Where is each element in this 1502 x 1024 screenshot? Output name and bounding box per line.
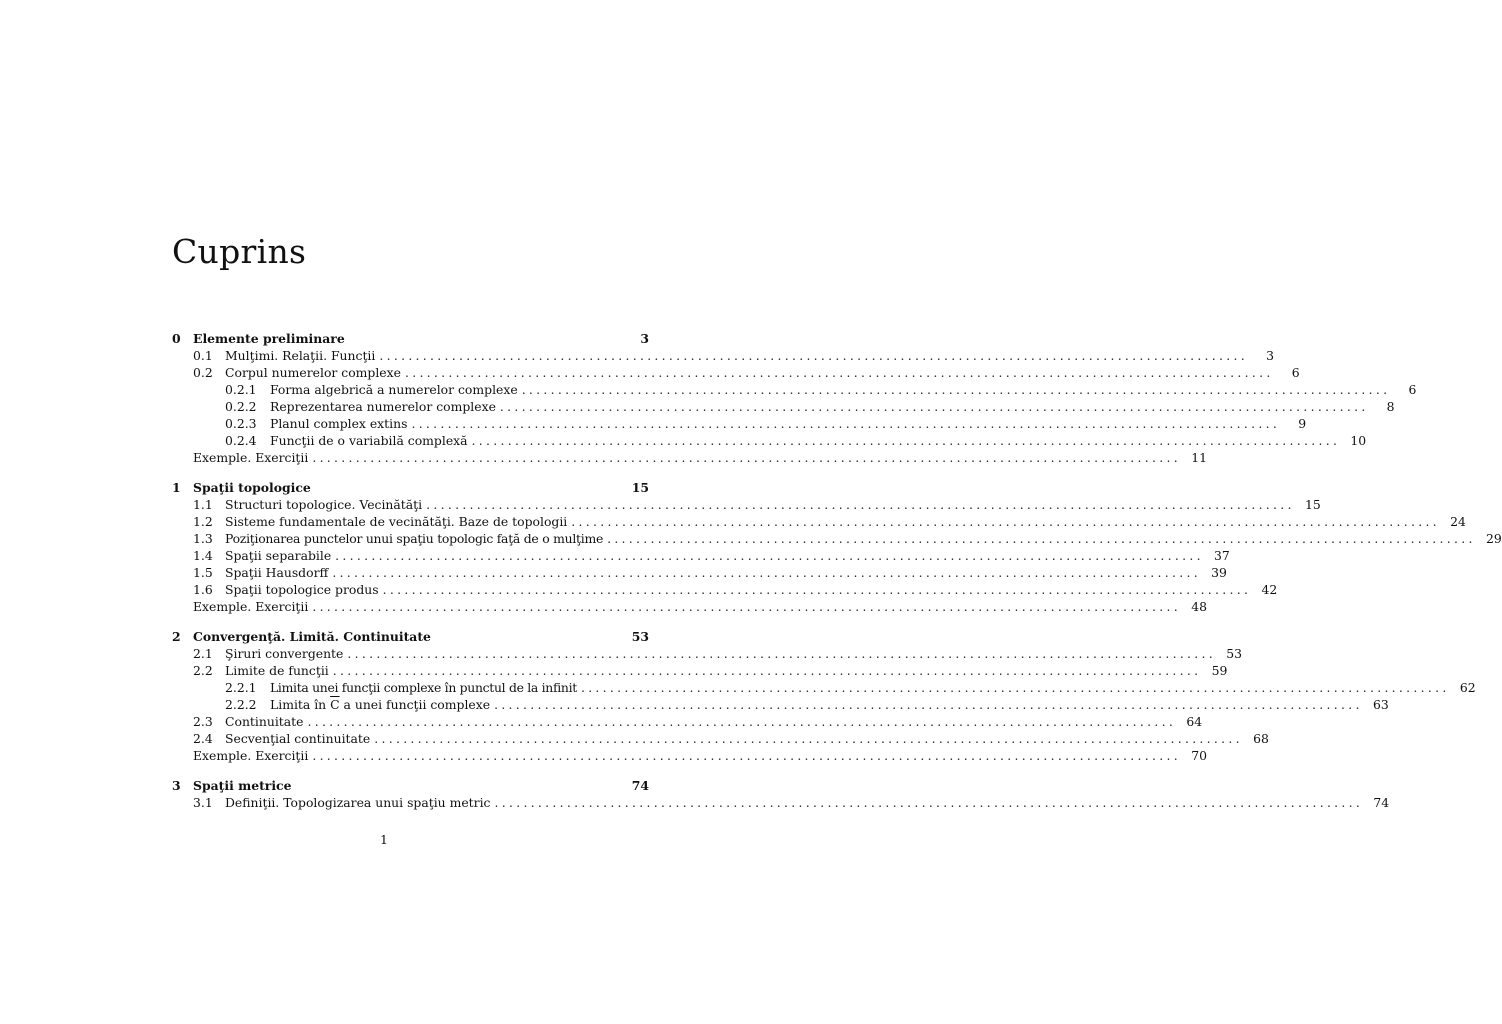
dot-leader: ........................................................................................................................ — [379, 348, 1248, 363]
section-number: 0.2 — [193, 365, 213, 380]
page-ref: 15 — [1304, 497, 1321, 512]
subsection-title-after: a unei funcţii complexe — [339, 697, 491, 712]
dot-leader: ........................................................................................................................ — [494, 795, 1364, 810]
toc-chapter-1 — [172, 479, 1502, 615]
chapter-number: 2 — [172, 629, 181, 644]
toc-chapter-heading[interactable] — [172, 330, 649, 347]
section-number: 2.1 — [193, 646, 213, 661]
subsection-title: Limita unei funcţii complexe în punctul de la infinit — [270, 680, 577, 695]
dot-leader: ........................................................................................................................ — [347, 646, 1217, 661]
toc-entry[interactable] — [172, 581, 1278, 598]
toc-entry[interactable] — [172, 662, 1228, 679]
subsection-title: Planul complex extins — [270, 416, 408, 431]
subsection-number: 2.2.2 — [225, 697, 257, 712]
page-ref: 53 — [631, 629, 649, 644]
dot-leader: ........................................................................................................................ — [382, 582, 1252, 597]
dot-leader: ........................................................................................................................ — [307, 714, 1177, 729]
toc-entry[interactable] — [172, 432, 1367, 449]
dot-leader: ........................................................................................................................ — [499, 399, 1369, 414]
page-ref: 68 — [1253, 731, 1269, 746]
dot-leader: ........................................................................................................................ — [571, 514, 1440, 529]
section-number: 2.4 — [193, 731, 213, 746]
section-number: 1.6 — [193, 582, 213, 597]
page-ref: 74 — [631, 778, 649, 793]
subsection-title: Funcţii de o variabilă complexă — [270, 433, 468, 448]
table-of-contents — [172, 330, 1502, 824]
page-ref: 15 — [631, 480, 649, 495]
dot-leader: ........................................................................................................................ — [332, 565, 1201, 580]
section-number: 2.3 — [193, 714, 213, 729]
toc-chapter-3 — [172, 777, 1390, 811]
toc-entry[interactable] — [172, 530, 1502, 547]
section-title: Mulţimi. Relaţii. Funcţii — [225, 348, 376, 363]
page-ref: 6 — [1408, 382, 1417, 397]
toc-entry[interactable] — [172, 496, 1321, 513]
subsection-title: Forma algebrică a numerelor complexe — [270, 382, 518, 397]
exercises-title: Exemple. Exerciţii — [193, 748, 309, 763]
page-ref: 10 — [1350, 433, 1367, 448]
toc-entry[interactable] — [172, 381, 1417, 398]
subsection-number: 2.2.1 — [225, 680, 257, 695]
toc-entry[interactable] — [172, 547, 1230, 564]
dot-leader: ........................................................................................................................ — [332, 663, 1202, 678]
dot-leader: ........................................................................................................................ — [312, 450, 1181, 465]
subsection-number: 0.2.2 — [225, 399, 257, 414]
toc-chapter-heading[interactable] — [172, 628, 649, 645]
page-number: 1 — [380, 832, 388, 847]
section-number: 3.1 — [193, 795, 213, 810]
page-ref: 70 — [1191, 748, 1207, 763]
section-title: Spaţii separabile — [225, 548, 332, 563]
dot-leader: ........................................................................................................................ — [312, 599, 1181, 614]
section-number: 1.1 — [193, 497, 213, 512]
page-ref: 37 — [1214, 548, 1230, 563]
subsection-title-before: Limita în — [270, 697, 331, 712]
toc-entry[interactable] — [172, 398, 1395, 415]
subsection-number: 0.2.4 — [225, 433, 257, 448]
dot-leader: ........................................................................................................................ — [404, 365, 1274, 380]
toc-entry[interactable] — [172, 713, 1203, 730]
exercises-title: Exemple. Exerciţii — [193, 599, 309, 614]
dot-leader: ........................................................................................................................ — [607, 531, 1476, 546]
section-title: Poziţionarea punctelor unui spaţiu topologic faţă de o mulţime — [225, 531, 604, 546]
page-ref: 74 — [1373, 795, 1390, 810]
toc-entry[interactable] — [172, 696, 1389, 713]
subsection-number: 0.2.3 — [225, 416, 257, 431]
section-number: 1.3 — [193, 531, 213, 546]
subsection-number: 0.2.1 — [225, 382, 257, 397]
page-ref: 48 — [1191, 599, 1207, 614]
chapter-number: 3 — [172, 778, 181, 793]
subsection-title — [270, 696, 490, 713]
page-ref: 39 — [1211, 565, 1227, 580]
page-ref: 9 — [1298, 416, 1307, 431]
subsection-title: Reprezentarea numerelor complexe — [270, 399, 496, 414]
extended-complex-plane-symbol: $\overline{C}$ — [330, 697, 340, 712]
section-number: 1.4 — [193, 548, 213, 563]
page-ref: 11 — [1191, 450, 1207, 465]
section-number: 2.2 — [193, 663, 213, 678]
chapter-title: Convergenţă. Limită. Continuitate — [193, 629, 431, 644]
toc-entry[interactable] — [172, 415, 1307, 432]
page-ref: 62 — [1459, 680, 1476, 695]
page-ref: 42 — [1261, 582, 1278, 597]
section-title: Şiruri convergente — [225, 646, 344, 661]
section-number: 1.5 — [193, 565, 213, 580]
chapter-title: Elemente preliminare — [193, 331, 345, 346]
section-title: Spaţii Hausdorff — [225, 565, 329, 580]
dot-leader: ........................................................................................................................ — [521, 382, 1391, 397]
dot-leader: ........................................................................................................................ — [374, 731, 1243, 746]
toc-chapter-0 — [172, 330, 1417, 466]
page-title: Cuprins — [172, 232, 307, 271]
toc-entry[interactable] — [172, 364, 1300, 381]
section-title: Limite de funcţii — [225, 663, 329, 678]
section-title: Spaţii topologice produs — [225, 582, 379, 597]
page-ref: 3 — [1266, 348, 1274, 363]
exercises-title: Exemple. Exerciţii — [193, 450, 309, 465]
section-number: 1.2 — [193, 514, 213, 529]
dot-leader: ........................................................................................................................ — [471, 433, 1341, 448]
toc-entry[interactable] — [172, 564, 1227, 581]
page-ref: 3 — [640, 331, 649, 346]
section-number: 0.1 — [193, 348, 213, 363]
toc-chapter-heading[interactable] — [172, 777, 649, 794]
section-title: Sisteme fundamentale de vecinătăţi. Baze de topologii — [225, 514, 568, 529]
toc-entry[interactable] — [172, 449, 1207, 466]
page-ref: 29 — [1485, 531, 1502, 546]
dot-leader: ........................................................................................................................ — [312, 748, 1181, 763]
chapter-number: 1 — [172, 480, 181, 495]
toc-entry[interactable] — [172, 347, 1274, 364]
page-ref: 53 — [1226, 646, 1243, 661]
toc-entry[interactable] — [172, 747, 1207, 764]
page-ref: 64 — [1186, 714, 1203, 729]
toc-chapter-2 — [172, 628, 1476, 764]
toc-entry[interactable] — [172, 645, 1243, 662]
toc-entry[interactable] — [172, 513, 1466, 530]
toc-entry[interactable] — [172, 794, 1390, 811]
section-title: Structuri topologice. Vecinătăţi — [225, 497, 423, 512]
page-ref: 6 — [1291, 365, 1300, 380]
page-ref: 63 — [1372, 697, 1389, 712]
section-title: Corpul numerelor complexe — [225, 365, 401, 380]
dot-leader: ........................................................................................................................ — [580, 680, 1450, 695]
toc-entry[interactable] — [172, 598, 1207, 615]
section-title: Secvenţial continuitate — [225, 731, 371, 746]
dot-leader: ........................................................................................................................ — [494, 697, 1363, 712]
chapter-title: Spaţii metrice — [193, 778, 292, 793]
toc-chapter-heading[interactable] — [172, 479, 649, 496]
page-ref: 59 — [1211, 663, 1228, 678]
dot-leader: ........................................................................................................................ — [335, 548, 1204, 563]
toc-entry[interactable] — [172, 730, 1269, 747]
chapter-title: Spaţii topologice — [193, 480, 311, 495]
dot-leader: ........................................................................................................................ — [411, 416, 1281, 431]
page-ref: 8 — [1386, 399, 1395, 414]
dot-leader: ........................................................................................................................ — [426, 497, 1295, 512]
section-title: Definiţii. Topologizarea unui spaţiu metric — [225, 795, 491, 810]
toc-entry[interactable] — [172, 679, 1476, 696]
chapter-number: 0 — [172, 331, 181, 346]
section-title: Continuitate — [225, 714, 304, 729]
page-ref: 24 — [1450, 514, 1466, 529]
